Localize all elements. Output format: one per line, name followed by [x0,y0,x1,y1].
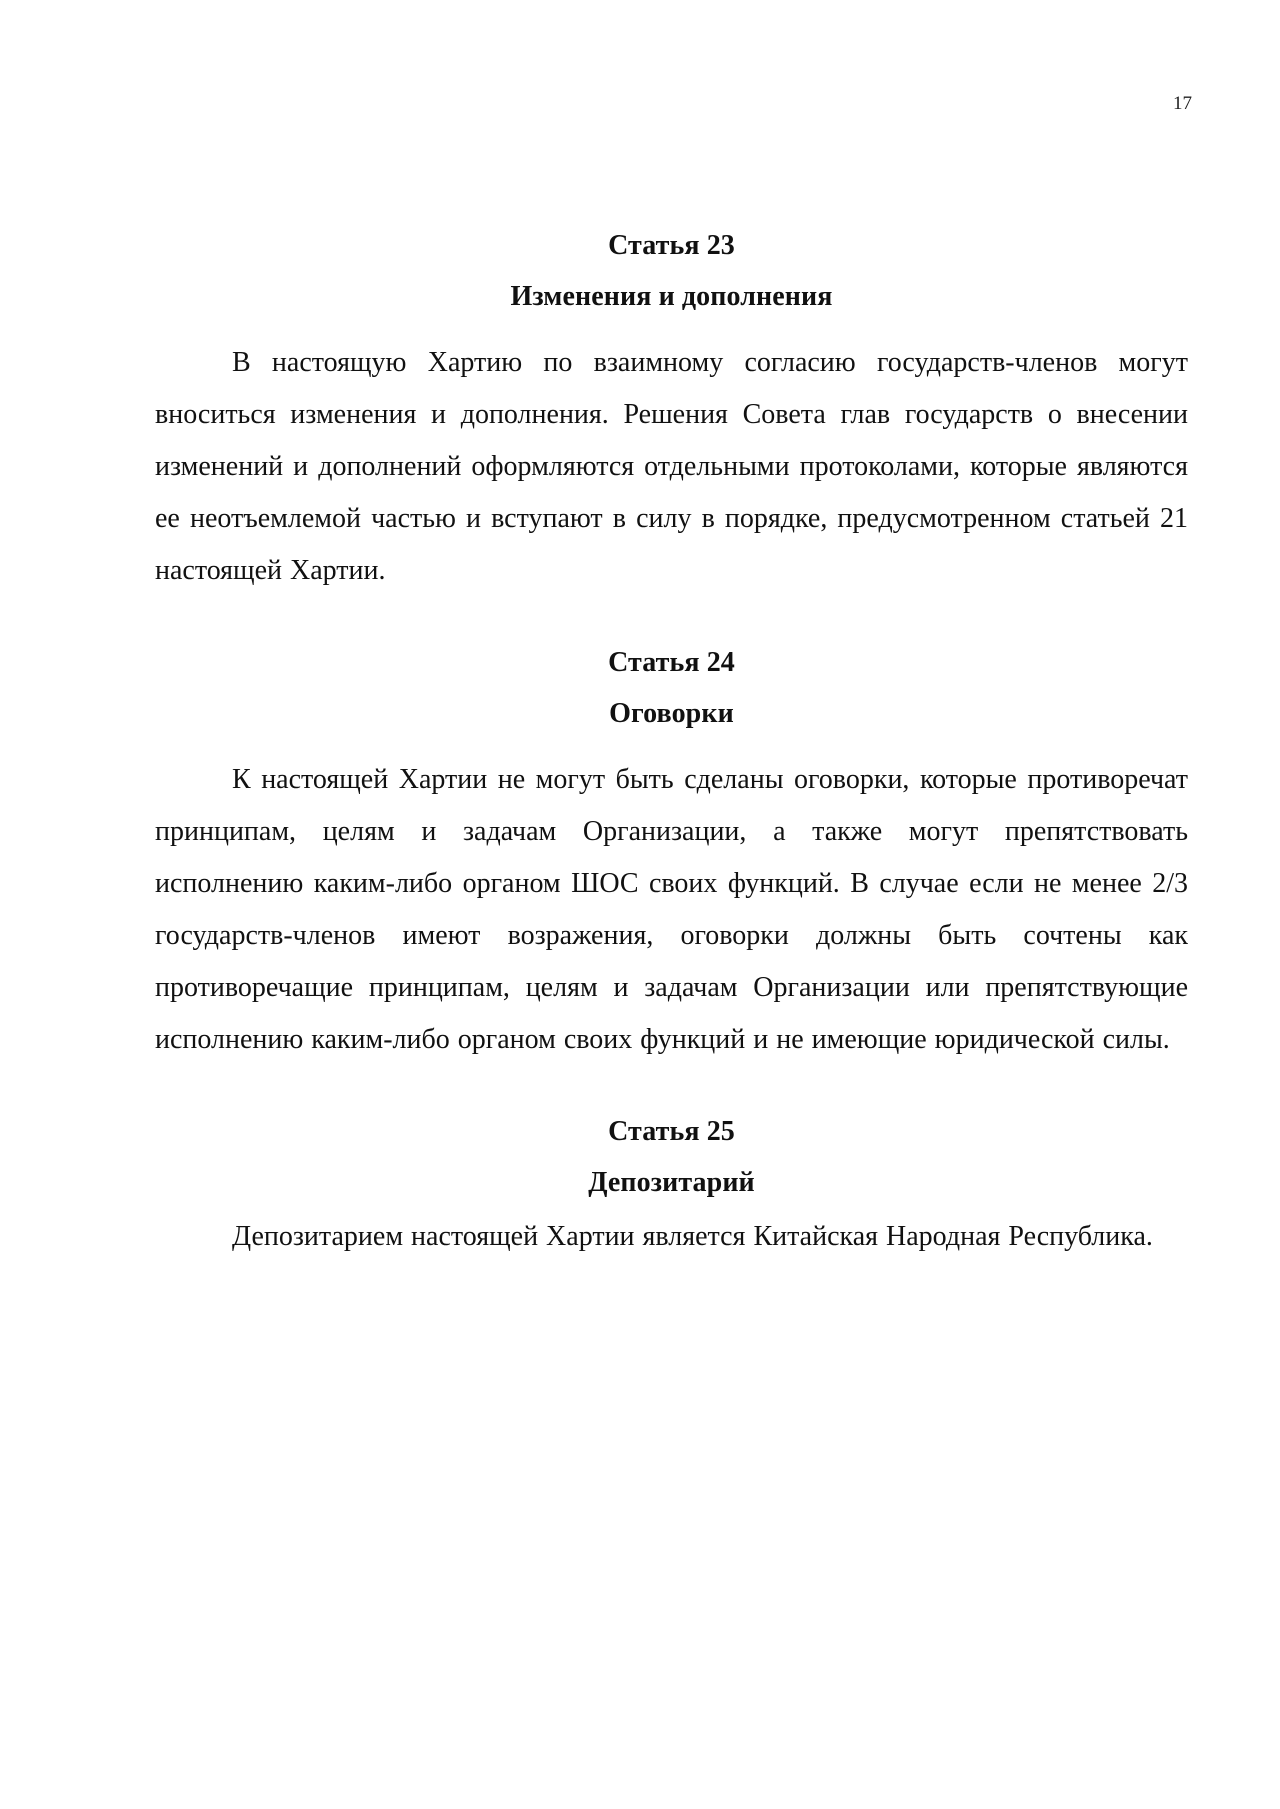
page-number: 17 [1173,93,1192,114]
article-23-number: Статья 23 [608,230,735,261]
article-25-title: Депозитарий [588,1167,755,1198]
article-24-number: Статья 24 [608,647,735,678]
article-24 [155,649,1188,1066]
article-25 [155,1118,1188,1263]
article-25-number: Статья 25 [608,1116,735,1147]
article-23-title: Изменения и дополнения [510,281,833,312]
document-content [155,232,1188,1263]
article-25-body: Депозитарием настоящей Хартии является Китайская Народная Республика. [232,1221,1153,1252]
article-23-body: В настоящую Хартию по взаимному согласию государств-членов могут вноситься изменения и дополнения. Решения Совета глав государств о внесении изменений и дополнений оформляются отдельными протоколами, которые являются ее неотъемлемой частью и вступают в силу в порядке, предусмотренном статьей 21 настоящей Хартии. [155,347,1188,586]
article-24-body: К настоящей Хартии не могут быть сделаны оговорки, которые противоречат принципам, целям и задачам Организации, а также могут препятствовать исполнению каким-либо органом ШОС своих функций. В случае если не менее 2/3 государств-членов имеют возражения, оговорки должны быть сочтены как противоречащие принципам, целям и задачам Организации или препятствующие исполнению каким-либо органом своих функций и не имеющие юридической силы. [155,764,1188,1055]
article-23 [155,232,1188,597]
article-24-title: Оговорки [609,698,734,729]
